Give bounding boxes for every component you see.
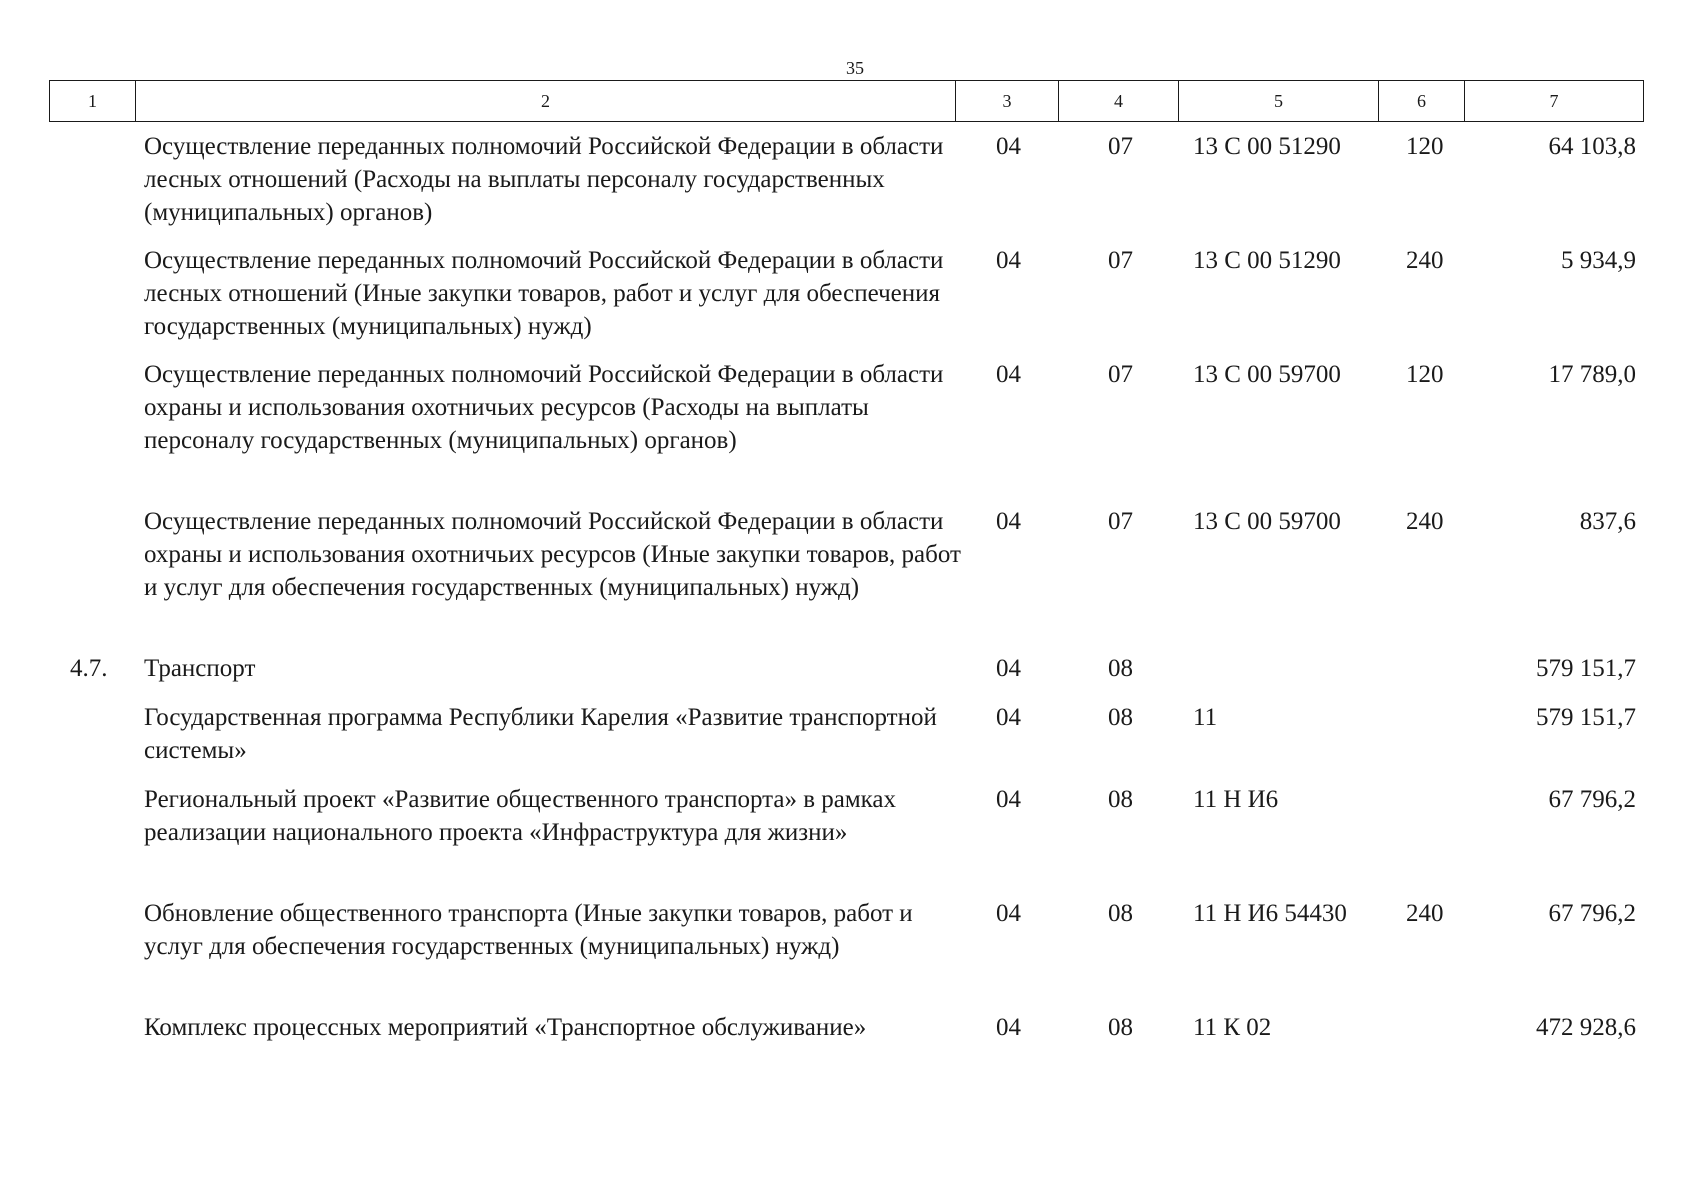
row-section-code: 04 xyxy=(996,655,1021,682)
row-expense-type: 120 xyxy=(1406,133,1444,160)
row-section-code: 04 xyxy=(996,361,1021,388)
row-target-article: 13 С 00 51290 xyxy=(1193,247,1341,274)
row-subsection-code: 08 xyxy=(1108,900,1133,927)
row-section-code: 04 xyxy=(996,1014,1021,1041)
row-amount: 67 796,2 xyxy=(1548,900,1636,927)
table-row xyxy=(0,244,1697,358)
column-header-5: 5 xyxy=(1179,81,1379,122)
row-target-article: 13 С 00 59700 xyxy=(1193,361,1341,388)
row-target-article: 11 Н И6 54430 xyxy=(1193,900,1347,927)
row-subsection-code: 08 xyxy=(1108,786,1133,813)
row-expense-type: 240 xyxy=(1406,247,1444,274)
row-amount: 5 934,9 xyxy=(1561,247,1636,274)
row-section-code: 04 xyxy=(996,247,1021,274)
table-row xyxy=(0,1011,1697,1093)
row-amount: 64 103,8 xyxy=(1548,133,1636,160)
row-section-code: 04 xyxy=(996,133,1021,160)
row-target-article: 13 С 00 59700 xyxy=(1193,508,1341,535)
row-section-code: 04 xyxy=(996,704,1021,731)
row-name: Комплекс процессных мероприятий «Транспортное обслуживание» xyxy=(144,1014,867,1041)
row-subsection-code: 07 xyxy=(1108,247,1133,274)
column-header-2: 2 xyxy=(136,81,956,122)
row-target-article: 11 К 02 xyxy=(1193,1014,1272,1041)
row-target-article: 11 Н И6 xyxy=(1193,786,1279,813)
row-subsection-code: 07 xyxy=(1108,133,1133,160)
column-header-3: 3 xyxy=(956,81,1059,122)
column-header-4: 4 xyxy=(1059,81,1179,122)
table-body xyxy=(0,130,1697,1093)
table-row xyxy=(0,783,1697,897)
table-row xyxy=(0,652,1697,701)
table-row xyxy=(0,358,1697,505)
column-header-6: 6 xyxy=(1379,81,1465,122)
column-header-row xyxy=(50,81,1644,122)
row-name: Региональный проект «Развитие общественного транспорта» в рамках реализации национального проекта «Инфраструктура для жизни» xyxy=(144,786,897,846)
table-row xyxy=(0,897,1697,1011)
row-expense-type: 240 xyxy=(1406,508,1444,535)
row-expense-type: 120 xyxy=(1406,361,1444,388)
page-number: 35 xyxy=(846,58,864,78)
row-amount: 579 151,7 xyxy=(1536,655,1636,682)
row-subsection-code: 07 xyxy=(1108,361,1133,388)
row-name: Государственная программа Республики Карелия «Развитие транспортной системы» xyxy=(144,704,937,764)
row-target-article: 13 С 00 51290 xyxy=(1193,133,1341,160)
row-subsection-code: 08 xyxy=(1108,655,1133,682)
column-header-1: 1 xyxy=(50,81,136,122)
row-amount: 837,6 xyxy=(1579,508,1636,535)
row-subsection-code: 08 xyxy=(1108,1014,1133,1041)
row-expense-type: 240 xyxy=(1406,900,1444,927)
table-row xyxy=(0,505,1697,652)
row-name: Осуществление переданных полномочий Российской Федерации в области охраны и использования охотничьих ресурсов (Иные закупки товаров, работ и услуг для обеспечения государственных (муниципальных) нужд) xyxy=(144,508,961,601)
row-section-code: 04 xyxy=(996,900,1021,927)
row-name: Осуществление переданных полномочий Российской Федерации в области лесных отношений (Иные закупки товаров, работ и услуг для обеспечения государственных (муниципальных) нужд) xyxy=(144,247,944,340)
row-amount: 579 151,7 xyxy=(1536,704,1636,731)
row-name: Обновление общественного транспорта (Иные закупки товаров, работ и услуг для обеспечения государственных (муниципальных) нужд) xyxy=(144,900,913,960)
row-name: Осуществление переданных полномочий Российской Федерации в области лесных отношений (Расходы на выплаты персоналу государственных (муниципальных) органов) xyxy=(144,133,944,226)
row-target-article: 11 xyxy=(1193,704,1218,731)
row-subsection-code: 07 xyxy=(1108,508,1133,535)
table-row xyxy=(0,130,1697,244)
row-name: Осуществление переданных полномочий Российской Федерации в области охраны и использования охотничьих ресурсов (Расходы на выплаты персоналу государственных (муниципальных) органов) xyxy=(144,361,944,454)
row-number: 4.7. xyxy=(70,655,108,682)
row-subsection-code: 08 xyxy=(1108,704,1133,731)
table-row xyxy=(0,701,1697,783)
row-amount: 17 789,0 xyxy=(1548,361,1636,388)
row-section-code: 04 xyxy=(996,508,1021,535)
row-name: Транспорт xyxy=(144,655,256,682)
row-section-code: 04 xyxy=(996,786,1021,813)
column-header-table xyxy=(49,80,1644,122)
column-header-7: 7 xyxy=(1465,81,1644,122)
row-amount: 472 928,6 xyxy=(1536,1014,1636,1041)
row-amount: 67 796,2 xyxy=(1548,786,1636,813)
